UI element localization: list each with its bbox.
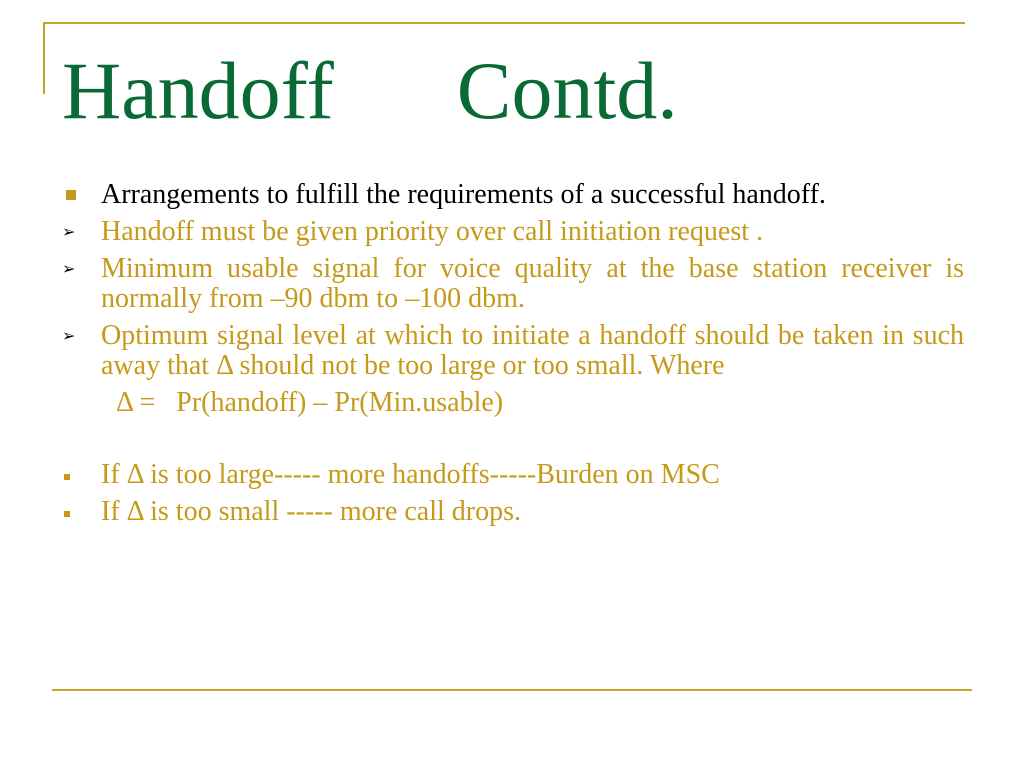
delta-formula: Δ = Pr(handoff) – Pr(Min.usable) [116,387,504,418]
arrow-bullet-icon: ➢ [62,222,76,241]
bullet-text: Arrangements to fulfill the requirements of a successful handoff. [101,179,826,210]
bullet-delta-large [60,460,964,490]
bullet-optimum-signal [60,321,964,381]
square-bullet-icon [66,190,76,200]
top-rule [43,22,965,24]
arrow-bullet-icon: ➢ [62,326,76,345]
spacer [60,418,964,460]
small-square-bullet-icon [64,511,70,517]
bullet-delta-small [60,497,964,527]
bullet-priority [60,217,964,247]
small-square-bullet-icon [64,474,70,480]
bullet-text: If Δ is too small ----- more call drops. [101,496,522,527]
bullet-text: Minimum usable signal for voice quality at the base station receiver is normally from –90 dbm to –100 dbm. [101,253,964,314]
bullet-text: If Δ is too large----- more handoffs-----Burden on MSC [101,459,720,490]
bullet-arrangements [60,180,964,210]
arrow-bullet-icon: ➢ [62,259,76,278]
bullet-minimum-signal [60,254,964,314]
left-rule [43,22,45,94]
bottom-rule [52,689,972,691]
bullet-text: Optimum signal level at which to initiate a handoff should be taken in such away that Δ should not be too large or too small. Where [101,320,964,381]
slide-title: Handoff Contd. [62,45,678,136]
bullet-text: Handoff must be given priority over call initiation request . [101,216,763,247]
slide-content [60,180,964,534]
